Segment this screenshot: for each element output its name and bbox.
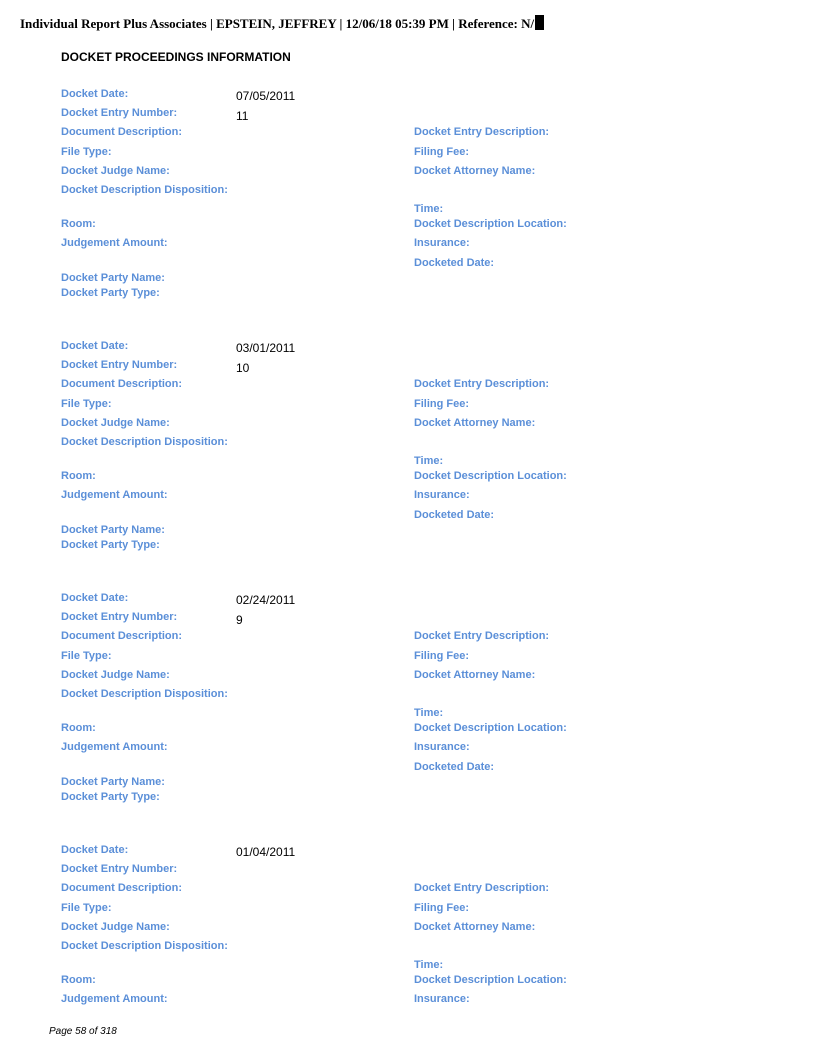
label-file-type: File Type:: [61, 398, 112, 410]
label-filing-fee: Filing Fee:: [414, 902, 469, 914]
label-judgement-amount: Judgement Amount:: [61, 237, 168, 249]
label-insurance: Insurance:: [414, 489, 470, 501]
label-docket-description-location: Docket Description Location:: [414, 218, 567, 230]
label-docket-description-disposition: Docket Description Disposition:: [61, 688, 228, 700]
label-docket-description-location: Docket Description Location:: [414, 470, 567, 482]
label-filing-fee: Filing Fee:: [414, 650, 469, 662]
label-docket-attorney-name: Docket Attorney Name:: [414, 669, 536, 681]
page-number: Page 58 of 318: [49, 1026, 117, 1037]
label-docket-date: Docket Date:: [61, 844, 129, 856]
label-docket-date: Docket Date:: [61, 340, 129, 352]
report-header: [20, 15, 544, 32]
label-time: Time:: [414, 203, 444, 215]
label-docket-party-name: Docket Party Name:: [61, 776, 165, 788]
label-judgement-amount: Judgement Amount:: [61, 489, 168, 501]
label-filing-fee: Filing Fee:: [414, 146, 469, 158]
label-docket-description-location: Docket Description Location:: [414, 974, 567, 986]
label-docketed-date: Docketed Date:: [414, 257, 495, 269]
label-room: Room:: [61, 974, 96, 986]
label-docket-date: Docket Date:: [61, 88, 129, 100]
label-docket-entry-description: Docket Entry Description:: [414, 882, 550, 894]
label-docket-attorney-name: Docket Attorney Name:: [414, 921, 536, 933]
label-insurance: Insurance:: [414, 237, 470, 249]
label-docketed-date: Docketed Date:: [414, 761, 495, 773]
label-docket-entry-description: Docket Entry Description:: [414, 378, 550, 390]
label-insurance: Insurance:: [414, 993, 470, 1005]
label-docket-entry-description: Docket Entry Description:: [414, 630, 550, 642]
label-docket-description-disposition: Docket Description Disposition:: [61, 184, 228, 196]
label-time: Time:: [414, 959, 444, 971]
docket-date-value: 01/04/2011: [236, 845, 296, 859]
label-docket-party-name: Docket Party Name:: [61, 272, 165, 284]
label-insurance: Insurance:: [414, 741, 470, 753]
report-header-text: Individual Report Plus Associates | EPSTEIN, JEFFREY | 12/06/18 05:39 PM | Reference: N/: [20, 16, 535, 31]
label-document-description: Document Description:: [61, 126, 183, 138]
label-file-type: File Type:: [61, 902, 112, 914]
label-time: Time:: [414, 455, 444, 467]
label-judgement-amount: Judgement Amount:: [61, 741, 168, 753]
section-title: DOCKET PROCEEDINGS INFORMATION: [61, 50, 291, 64]
docket-date-value: 02/24/2011: [236, 593, 296, 607]
label-room: Room:: [61, 470, 96, 482]
label-docket-party-type: Docket Party Type:: [61, 287, 160, 299]
docket-date-value: 03/01/2011: [236, 341, 296, 355]
label-docket-judge-name: Docket Judge Name:: [61, 417, 170, 429]
label-room: Room:: [61, 218, 96, 230]
label-docket-entry-number: Docket Entry Number:: [61, 359, 178, 371]
label-document-description: Document Description:: [61, 882, 183, 894]
label-docket-description-disposition: Docket Description Disposition:: [61, 940, 228, 952]
label-document-description: Document Description:: [61, 378, 183, 390]
label-document-description: Document Description:: [61, 630, 183, 642]
label-docket-judge-name: Docket Judge Name:: [61, 165, 170, 177]
label-docket-entry-description: Docket Entry Description:: [414, 126, 550, 138]
label-file-type: File Type:: [61, 650, 112, 662]
label-docket-judge-name: Docket Judge Name:: [61, 921, 170, 933]
label-docket-description-location: Docket Description Location:: [414, 722, 567, 734]
docket-entry-number-value: 11: [236, 109, 249, 123]
label-docket-judge-name: Docket Judge Name:: [61, 669, 170, 681]
label-judgement-amount: Judgement Amount:: [61, 993, 168, 1005]
label-docket-entry-number: Docket Entry Number:: [61, 863, 178, 875]
redaction-box: [535, 15, 544, 30]
docket-entry-number-value: 9: [236, 613, 243, 627]
docket-entry-number-value: 10: [236, 361, 250, 375]
label-docketed-date: Docketed Date:: [414, 509, 495, 521]
label-room: Room:: [61, 722, 96, 734]
label-docket-party-type: Docket Party Type:: [61, 791, 160, 803]
docket-date-value: 07/05/2011: [236, 89, 296, 103]
label-docket-date: Docket Date:: [61, 592, 129, 604]
label-docket-attorney-name: Docket Attorney Name:: [414, 165, 536, 177]
label-time: Time:: [414, 707, 444, 719]
label-filing-fee: Filing Fee:: [414, 398, 469, 410]
label-docket-party-type: Docket Party Type:: [61, 539, 160, 551]
label-docket-entry-number: Docket Entry Number:: [61, 611, 178, 623]
label-docket-entry-number: Docket Entry Number:: [61, 107, 178, 119]
label-docket-attorney-name: Docket Attorney Name:: [414, 417, 536, 429]
label-file-type: File Type:: [61, 146, 112, 158]
label-docket-description-disposition: Docket Description Disposition:: [61, 436, 228, 448]
label-docket-party-name: Docket Party Name:: [61, 524, 165, 536]
